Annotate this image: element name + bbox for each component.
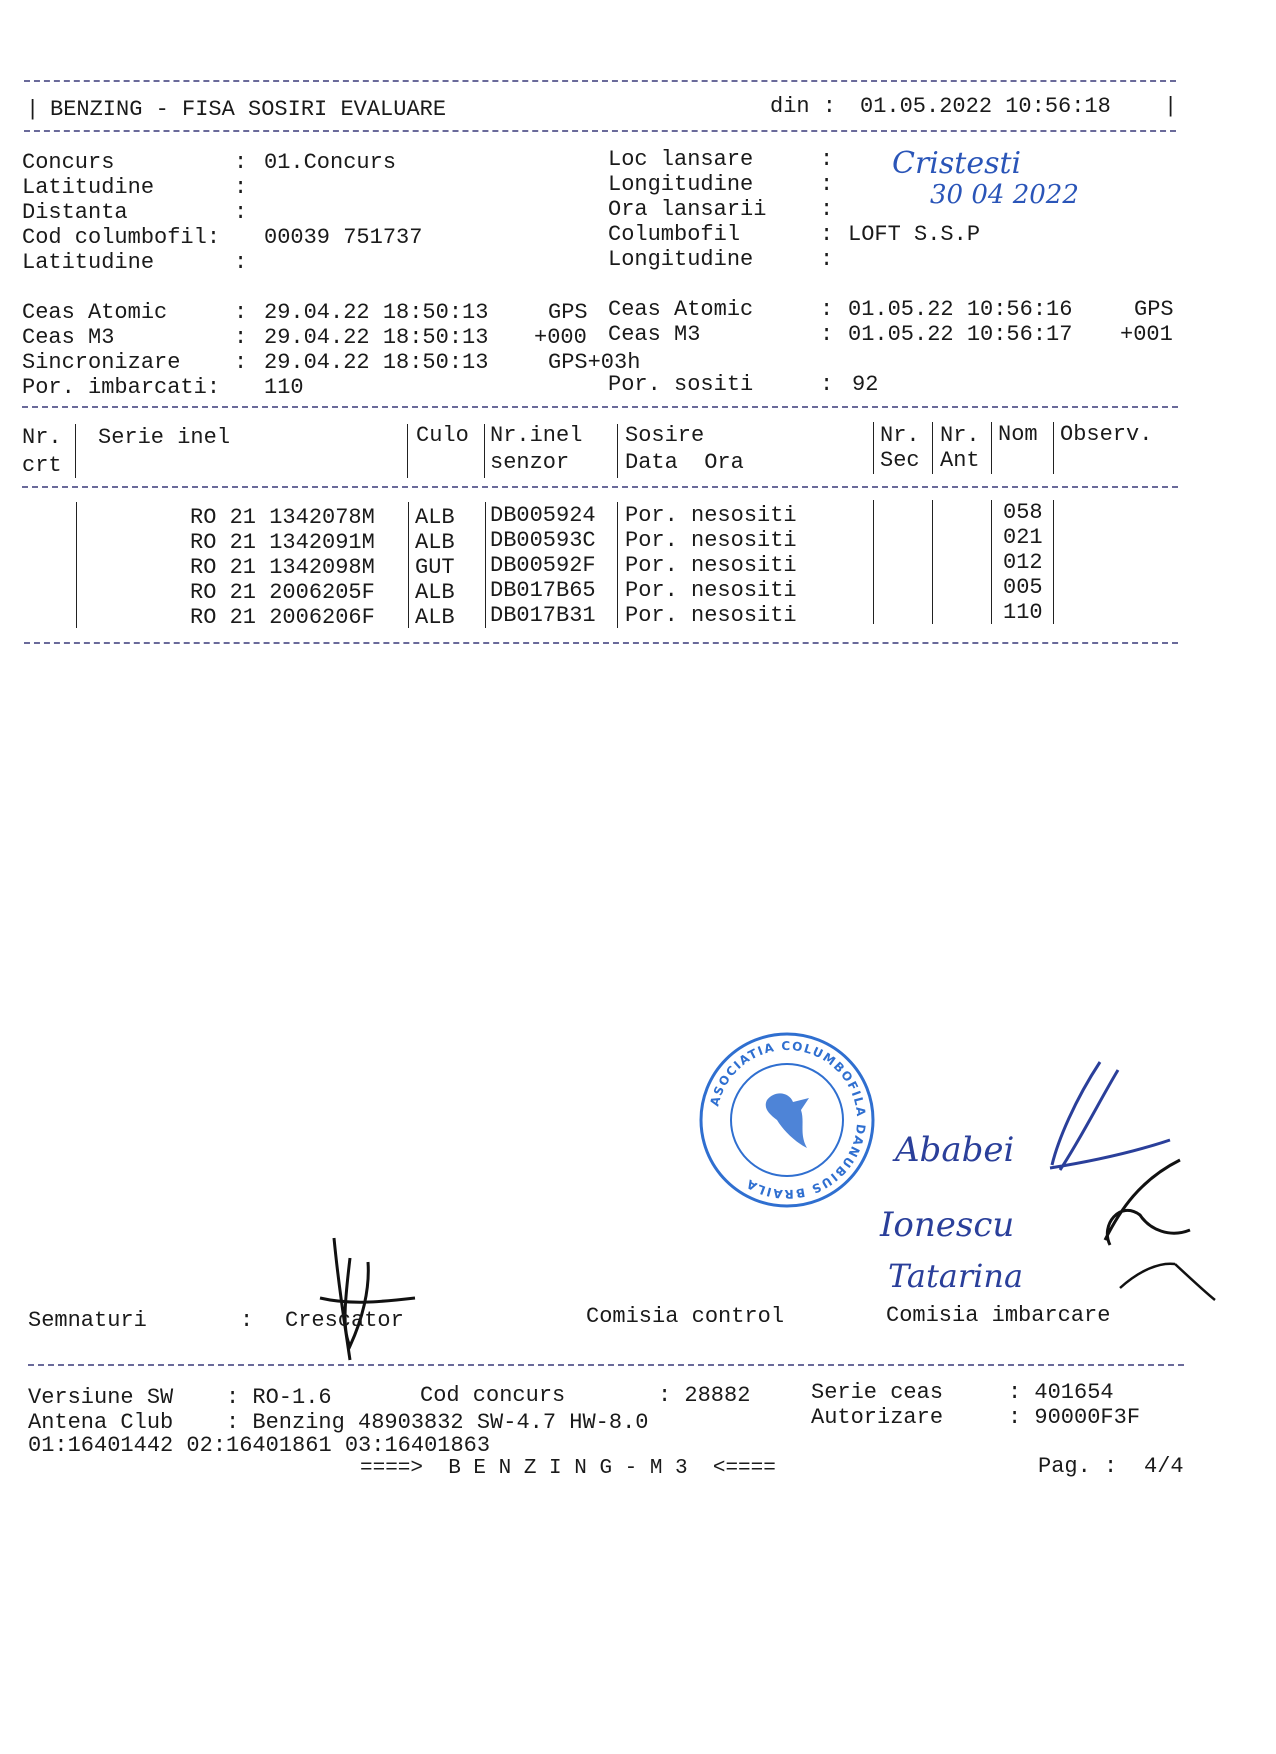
comisia-imbarcare-label: Comisia imbarcare bbox=[886, 1303, 1111, 1328]
por-imbarcati-label: Por. imbarcati: bbox=[22, 375, 221, 400]
ceas-atomic-end-sep: : bbox=[820, 297, 834, 322]
por-sositi-value: 92 bbox=[852, 372, 879, 397]
body-divider bbox=[485, 502, 486, 628]
body-divider bbox=[991, 500, 992, 624]
report-date-label: din : bbox=[770, 94, 837, 119]
sincronizare-suffix: GPS+03h bbox=[548, 350, 641, 375]
columbofil-sep: : bbox=[820, 222, 834, 247]
row-nom: 005 bbox=[1003, 575, 1043, 600]
page-number: 4/4 bbox=[1144, 1454, 1184, 1479]
table-header-rule bbox=[22, 486, 1178, 488]
benzing-banner: ====> B E N Z I N G - M 3 <==== bbox=[360, 1457, 776, 1480]
signature-scribble bbox=[1120, 1264, 1215, 1300]
serie-ceas-label: Serie ceas bbox=[811, 1380, 944, 1405]
report-date-value: 01.05.2022 10:56:18 bbox=[860, 94, 1111, 119]
row-sosire: Por. nesositi bbox=[625, 528, 797, 553]
header-divider bbox=[617, 424, 618, 478]
header-divider bbox=[484, 424, 485, 478]
page-label: Pag. : bbox=[1038, 1454, 1118, 1479]
body-divider bbox=[1053, 500, 1054, 624]
row-sosire: Por. nesositi bbox=[625, 503, 797, 528]
col-nr-sec-header-1: Nr. bbox=[880, 423, 920, 448]
header-divider bbox=[407, 424, 408, 478]
header-divider bbox=[873, 422, 874, 474]
body-divider bbox=[932, 500, 933, 624]
ceas-m3-start-label: Ceas M3 bbox=[22, 325, 115, 350]
semnaturi-sep: : bbox=[240, 1308, 254, 1333]
row-serie: RO 21 1342091M bbox=[190, 530, 375, 555]
longitudine-label: Longitudine bbox=[608, 172, 754, 197]
por-imbarcati-value: 110 bbox=[264, 375, 304, 400]
comisia-control-label: Comisia control bbox=[586, 1304, 785, 1329]
row-serie: RO 21 2006206F bbox=[190, 605, 375, 630]
header-bar-right: | bbox=[1164, 94, 1178, 119]
concurs-value: 01.Concurs bbox=[264, 150, 397, 175]
ceas-atomic-end-label: Ceas Atomic bbox=[608, 297, 754, 322]
handwritten-place: Cristesti bbox=[892, 146, 1022, 181]
antena-label: Antena Club bbox=[28, 1410, 174, 1435]
row-serie: RO 21 2006205F bbox=[190, 580, 375, 605]
ora-lansarii-label: Ora lansarii bbox=[608, 197, 767, 222]
ceas-atomic-start-suffix: GPS bbox=[548, 300, 588, 325]
por-sositi-label: Por. sositi bbox=[608, 372, 754, 397]
sincronizare-value: 29.04.22 18:50:13 bbox=[264, 350, 489, 375]
ceas-atomic-start-label: Ceas Atomic bbox=[22, 300, 168, 325]
col-serie-header: Serie inel bbox=[98, 425, 231, 450]
row-senzor: DB005924 bbox=[490, 503, 596, 528]
col-nom-header: Nom bbox=[998, 422, 1038, 447]
autorizare-label: Autorizare bbox=[811, 1405, 944, 1430]
row-senzor: DB00593C bbox=[490, 528, 596, 553]
body-divider bbox=[873, 500, 874, 624]
header-divider bbox=[932, 422, 933, 474]
footer-rule bbox=[28, 1364, 1184, 1366]
col-nr-ant-header-2: Ant bbox=[940, 448, 980, 473]
header-divider bbox=[991, 422, 992, 474]
signature-scribble bbox=[1050, 1062, 1170, 1170]
col-nr-sec-header-2: Sec bbox=[880, 448, 920, 473]
col-sosire-header-2: Data Ora bbox=[625, 450, 744, 475]
columbofil-value: LOFT S.S.P bbox=[848, 222, 981, 247]
ceas-atomic-start-value: 29.04.22 18:50:13 bbox=[264, 300, 489, 325]
longitudine-2-sep: : bbox=[820, 247, 834, 272]
sincronizare-sep: : bbox=[234, 350, 248, 375]
ceas-atomic-end-value: 01.05.22 10:56:16 bbox=[848, 297, 1073, 322]
sincronizare-label: Sincronizare bbox=[22, 350, 181, 375]
row-serie: RO 21 1342098M bbox=[190, 555, 375, 580]
signature-scribble bbox=[320, 1238, 415, 1360]
header-top-rule bbox=[24, 80, 1176, 82]
table-top-rule bbox=[22, 406, 1178, 408]
col-sosire-header-1: Sosire bbox=[625, 423, 705, 448]
col-nr-inel-header-1: Nr.inel bbox=[490, 423, 583, 448]
cod-columbofil-label: Cod columbofil: bbox=[22, 225, 221, 250]
versiune-label: Versiune SW bbox=[28, 1385, 174, 1410]
por-sositi-sep: : bbox=[820, 372, 834, 397]
ceas-m3-start-suffix: +000 bbox=[534, 325, 587, 350]
table-bottom-rule bbox=[24, 642, 1178, 644]
col-nr-inel-header-2: senzor bbox=[490, 450, 570, 475]
handwritten-date: 30 04 2022 bbox=[930, 180, 1079, 210]
ceas-m3-end-sep: : bbox=[820, 322, 834, 347]
longitudine-sep: : bbox=[820, 172, 834, 197]
ceas-m3-end-value: 01.05.22 10:56:17 bbox=[848, 322, 1073, 347]
header-bar-left: | bbox=[26, 97, 40, 122]
concurs-sep: : bbox=[234, 150, 248, 175]
ora-lansarii-sep: : bbox=[820, 197, 834, 222]
antena-value: : Benzing 48903832 SW-4.7 HW-8.0 bbox=[226, 1410, 649, 1435]
row-senzor: DB017B65 bbox=[490, 578, 596, 603]
distanta-sep: : bbox=[234, 200, 248, 225]
row-nom: 021 bbox=[1003, 525, 1043, 550]
col-culo-header: Culo bbox=[416, 423, 469, 448]
col-nr-crt-header-2: crt bbox=[22, 453, 62, 478]
row-nom: 110 bbox=[1003, 600, 1043, 625]
row-culo: ALB bbox=[415, 605, 455, 630]
ceas-m3-end-suffix: +001 bbox=[1120, 322, 1173, 347]
body-divider bbox=[76, 502, 77, 628]
row-culo: ALB bbox=[415, 530, 455, 555]
latitudine-sep: : bbox=[234, 175, 248, 200]
col-observ-header: Observ. bbox=[1060, 422, 1153, 447]
row-culo: ALB bbox=[415, 505, 455, 530]
stamp-text: ASOCIATIA COLUMBOFILA DANUBIUS BRAILA bbox=[707, 1038, 869, 1202]
report-title: BENZING - FISA SOSIRI EVALUARE bbox=[50, 97, 447, 122]
row-serie: RO 21 1342078M bbox=[190, 505, 375, 530]
header-bottom-rule bbox=[24, 130, 1176, 132]
latitudine-label: Latitudine bbox=[22, 175, 155, 200]
autorizare-value: : 90000F3F bbox=[1008, 1405, 1141, 1430]
loc-lansare-label: Loc lansare bbox=[608, 147, 754, 172]
semnaturi-label: Semnaturi bbox=[28, 1308, 147, 1333]
handwritten-name-1: Ababei bbox=[895, 1130, 1015, 1170]
body-divider bbox=[617, 502, 618, 628]
row-sosire: Por. nesositi bbox=[625, 603, 797, 628]
ceas-atomic-end-suffix: GPS bbox=[1134, 297, 1174, 322]
cod-concurs-label: Cod concurs bbox=[420, 1383, 566, 1408]
versiune-value: : RO-1.6 bbox=[226, 1385, 332, 1410]
longitudine-2-label: Longitudine bbox=[608, 247, 754, 272]
header-divider bbox=[1053, 422, 1054, 474]
row-senzor: DB00592F bbox=[490, 553, 596, 578]
association-stamp bbox=[697, 1030, 877, 1210]
handwritten-name-3: Tatarina bbox=[888, 1257, 1024, 1295]
row-culo: GUT bbox=[415, 555, 455, 580]
row-sosire: Por. nesositi bbox=[625, 578, 797, 603]
ceas-atomic-start-sep: : bbox=[234, 300, 248, 325]
row-senzor: DB017B31 bbox=[490, 603, 596, 628]
ceas-m3-start-value: 29.04.22 18:50:13 bbox=[264, 325, 489, 350]
col-nr-crt-header-1: Nr. bbox=[22, 425, 62, 450]
latitudine-2-label: Latitudine bbox=[22, 250, 155, 275]
crescator-label: Crescator bbox=[285, 1308, 404, 1333]
handwritten-name-2: Ionescu bbox=[880, 1205, 1015, 1245]
row-culo: ALB bbox=[415, 580, 455, 605]
columbofil-label: Columbofil bbox=[608, 222, 741, 247]
ceas-m3-end-label: Ceas M3 bbox=[608, 322, 701, 347]
cod-concurs-value: : 28882 bbox=[658, 1383, 751, 1408]
body-divider bbox=[408, 502, 409, 628]
antennas-list: 01:16401442 02:16401861 03:16401863 bbox=[28, 1433, 491, 1458]
row-nom: 058 bbox=[1003, 500, 1043, 525]
cod-columbofil-value: 00039 751737 bbox=[264, 225, 423, 250]
serie-ceas-value: : 401654 bbox=[1008, 1380, 1114, 1405]
signature-scribble bbox=[1105, 1160, 1190, 1245]
concurs-label: Concurs bbox=[22, 150, 115, 175]
ceas-m3-start-sep: : bbox=[234, 325, 248, 350]
loc-lansare-sep: : bbox=[820, 147, 834, 172]
distanta-label: Distanta bbox=[22, 200, 128, 225]
row-sosire: Por. nesositi bbox=[625, 553, 797, 578]
latitudine-2-sep: : bbox=[234, 250, 248, 275]
header-divider bbox=[75, 424, 76, 478]
row-nom: 012 bbox=[1003, 550, 1043, 575]
col-nr-ant-header-1: Nr. bbox=[940, 423, 980, 448]
